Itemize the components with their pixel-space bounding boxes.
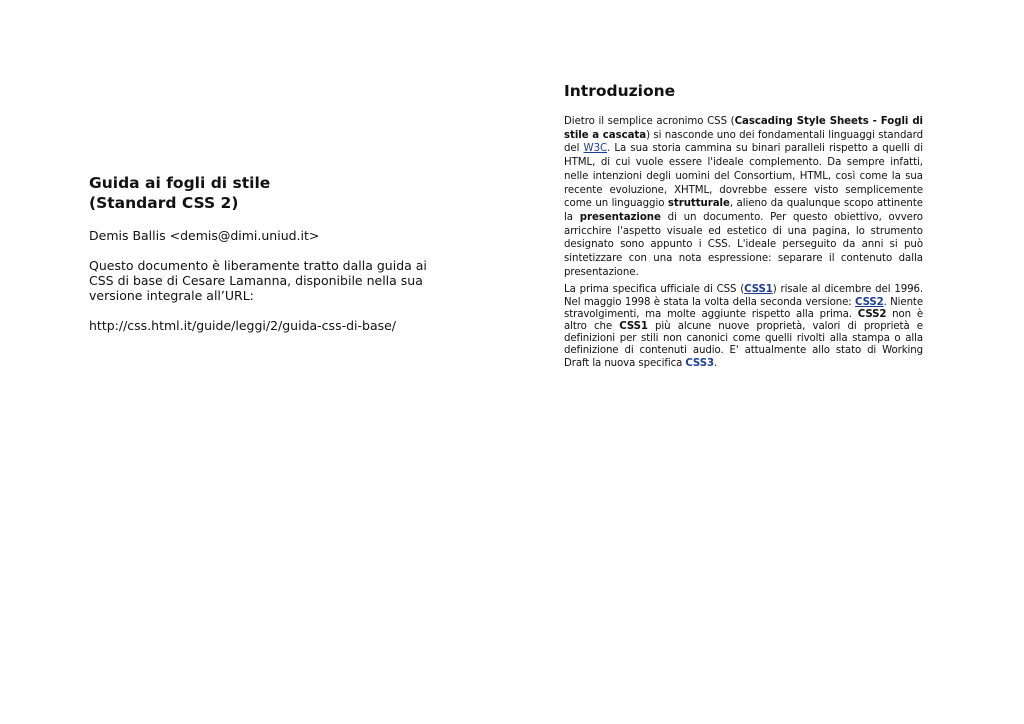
p2-text-2: ) risale al dicembre del 1996. Nel maggio 1998 è stata la volta della seconda versione:	[564, 284, 923, 308]
source-note: Questo documento è liberamente tratto dalla guida ai CSS di base di Cesare Lamanna, disponibile nella sua versione integrale all’URL:	[89, 258, 427, 303]
source-url: http://css.html.it/guide/leggi/2/guida-css-di-base/	[89, 318, 397, 333]
p1-bold-css-name: Cascading Style Sheets - Fogli di stile a cascata	[564, 116, 924, 141]
p2-text-5: più alcune nuove proprietà, valori di proprietà e definizioni per stili non canonici come quelli rivolti alla stampa o alla definizione di contenuti audio. E' attualmente allo stato di Working Draft la nuova specifica	[564, 321, 923, 369]
p1-bold-presentazione: presentazione	[579, 211, 661, 223]
w3c-link[interactable]: W3C	[583, 143, 608, 155]
p1-text-2: ) si nasconde uno dei fondamentali linguaggi standard del	[564, 129, 923, 155]
intro-paragraph-1	[564, 115, 923, 279]
section-heading: Introduzione	[564, 82, 676, 100]
introduction-section	[564, 80, 923, 370]
p1-text-1: Dietro il semplice acronimo CSS (	[564, 116, 735, 127]
p1-text-4: , alieno da qualunque scopo attinente la	[564, 198, 923, 223]
p2-text-4: non è altro che	[564, 308, 923, 333]
p2-bold-css2: CSS2	[857, 308, 887, 320]
cover-page	[89, 173, 449, 334]
p2-text-6: .	[713, 357, 718, 369]
p1-bold-strutturale: strutturale	[667, 198, 730, 210]
css3-text: CSS3	[685, 357, 714, 369]
p2-text-1: La prima specifica ufficiale di CSS (	[564, 284, 745, 296]
intro-paragraph-2	[564, 284, 923, 369]
p2-bold-css1: CSS1	[619, 321, 648, 333]
title-line-2: (Standard CSS 2)	[89, 194, 239, 212]
css1-link[interactable]: CSS1	[744, 284, 773, 296]
title-line-1: Guida ai fogli di stile	[89, 174, 271, 192]
p1-text-5: di un documento. Per questo obiettivo, ovvero arricchire l'aspetto visuale ed estetico di una pagina, lo strumento designato sono appunto i CSS. L'ideale perseguito da anni si può sintetizzare con una nota espressione: separare il contenuto dalla presentazione.	[564, 211, 923, 278]
author-line: Demis Ballis <demis@dimi.uniud.it>	[89, 228, 320, 243]
p1-text-3: . La sua storia cammina su binari paralleli rispetto a quelli di HTML, di cui vuole essere l'ideale complemento. Da sempre infatti, nelle intenzioni degli uomini del Consortium, HTML, così come la sua recente evoluzione, XHTML, dovrebbe essere visto semplicemente come un linguaggio	[564, 143, 923, 210]
p2-text-3: . Niente stravolgimenti, ma molte aggiunte rispetto alla prima.	[564, 296, 923, 320]
document-title	[89, 173, 449, 213]
css2-link[interactable]: CSS2	[855, 296, 884, 308]
